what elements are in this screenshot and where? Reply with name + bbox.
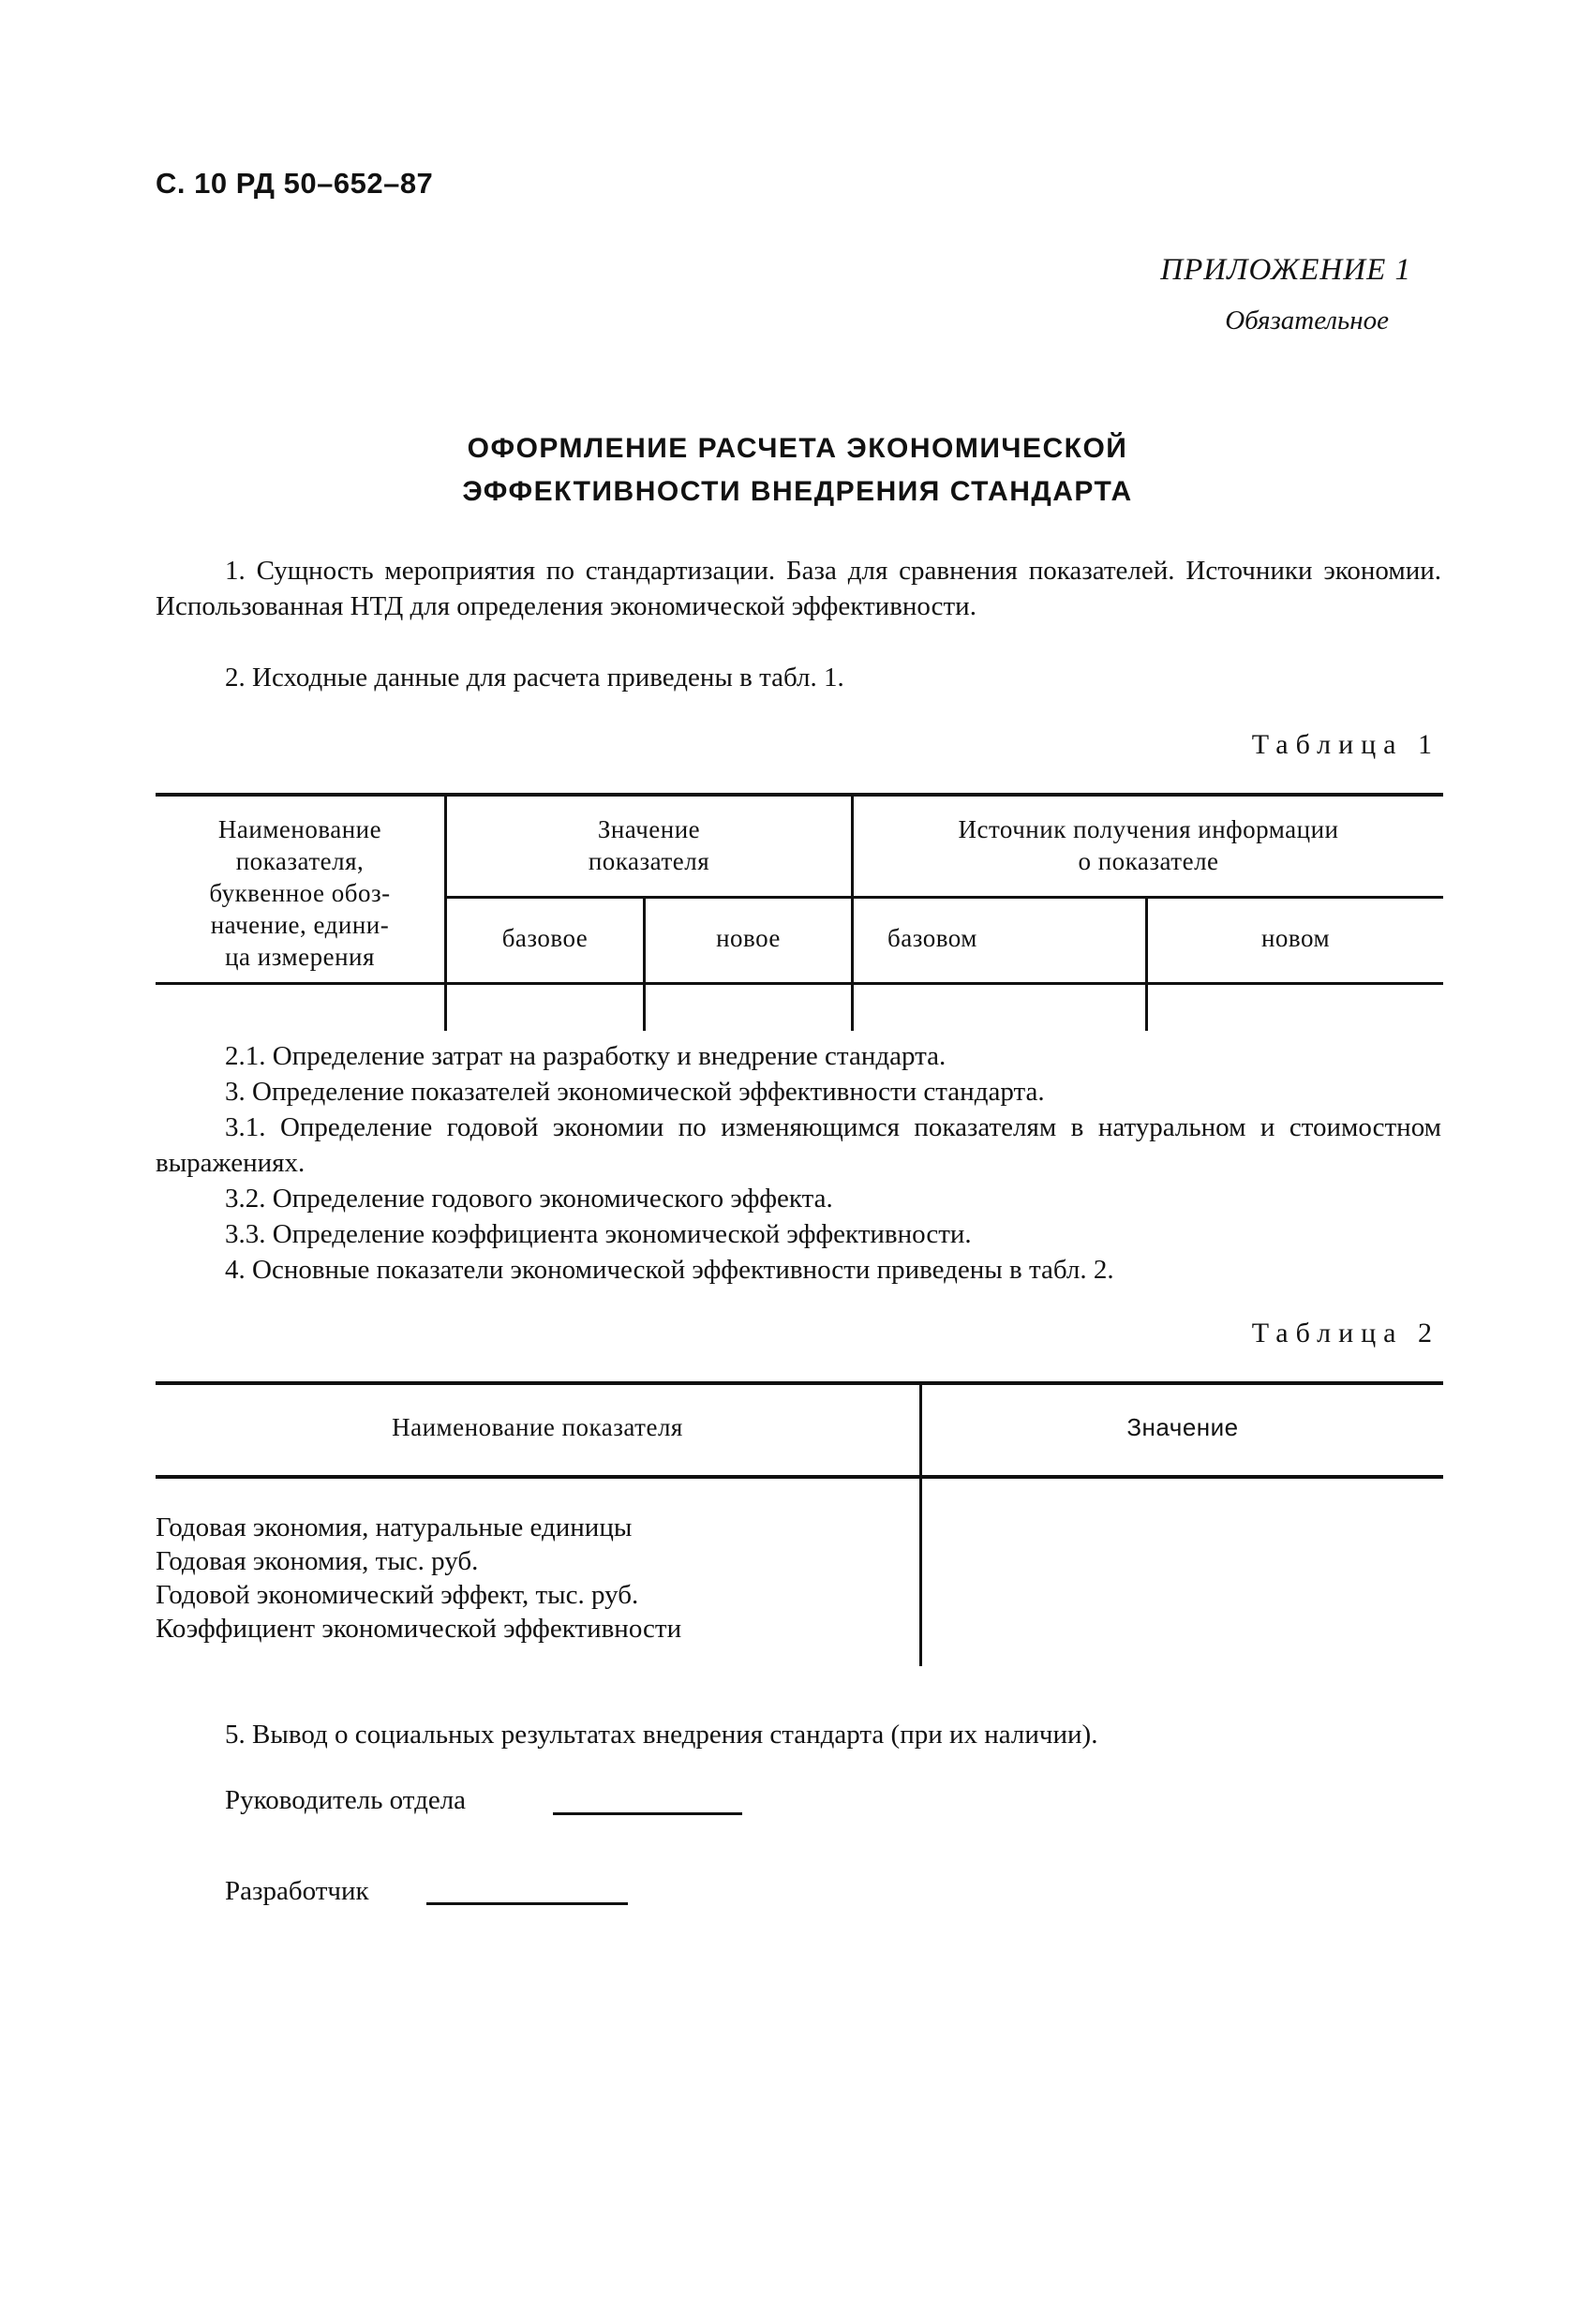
table-row: Годовая экономия, тыс. руб. bbox=[156, 1546, 479, 1576]
table-1-value-group-header: Значение показателя bbox=[588, 815, 710, 875]
table-2-header-bottom-rule bbox=[156, 1475, 1443, 1479]
table-1-source-group-header: Источник получения информации о показателе bbox=[958, 815, 1339, 875]
page-header: С. 10 РД 50–652–87 bbox=[156, 167, 434, 200]
paragraph-3: 3. Определение показателей экономической эффективности стандарта. bbox=[225, 1077, 1045, 1107]
table-2-col-value-header: Значение bbox=[1126, 1413, 1239, 1441]
paragraph-4: 4. Основные показатели экономической эффективности приведены в табл. 2. bbox=[225, 1255, 1114, 1285]
table-2-top-rule bbox=[156, 1381, 1443, 1385]
signature-head-line bbox=[553, 1812, 742, 1815]
table-row: Годовая экономия, натуральные единицы bbox=[156, 1512, 633, 1542]
table-row: Годовой экономический эффект, тыс. руб. bbox=[156, 1580, 639, 1610]
paragraph-5: 5. Вывод о социальных результатах внедрения стандарта (при их наличии). bbox=[225, 1720, 1098, 1750]
table-2-caption: Таблица 2 bbox=[1251, 1318, 1439, 1348]
table-1-col-name-header: Наименование показателя, буквенное обоз- начение, едини- ца измерения bbox=[209, 815, 391, 971]
table-1-header-bottom-rule bbox=[156, 982, 1443, 985]
signature-developer-line bbox=[426, 1902, 628, 1905]
table-row: Коэффициент экономической эффективности bbox=[156, 1614, 682, 1644]
table-2-rows bbox=[156, 1511, 917, 1646]
document-heading-line-1: ОФОРМЛЕНИЕ РАСЧЕТА ЭКОНОМИЧЕСКОЙ bbox=[467, 433, 1128, 464]
table-1-subheader-rule bbox=[447, 896, 1443, 899]
table-2-col-name-header: Наименование показателя bbox=[392, 1413, 683, 1441]
paragraph-3-3: 3.3. Определение коэффициента экономической эффективности. bbox=[225, 1219, 972, 1249]
paragraph-2-1: 2.1. Определение затрат на разработку и внедрение стандарта. bbox=[225, 1041, 947, 1071]
table-1-sub-base: базовое bbox=[501, 924, 589, 952]
signature-developer-label: Разработчик bbox=[225, 1876, 369, 1906]
paragraph-2: 2. Исходные данные для расчета приведены в табл. 1. bbox=[225, 663, 844, 693]
table-1-caption: Таблица 1 bbox=[1251, 729, 1439, 760]
table-1-top-rule bbox=[156, 793, 1443, 797]
document-heading-line-2: ЭФФЕКТИВНОСТИ ВНЕДРЕНИЯ СТАНДАРТА bbox=[462, 476, 1133, 507]
table-1-sub-base-source: базовом bbox=[887, 924, 977, 952]
paragraph-3-1: 3.1. Определение годовой экономии по изменяющимся показателям в натуральном и стоимостном выражениях. bbox=[156, 1112, 1441, 1178]
signature-head-label: Руководитель отдела bbox=[225, 1785, 467, 1815]
table-1-vline-3 bbox=[643, 899, 646, 1031]
appendix-note: Обязательное bbox=[1225, 305, 1389, 335]
table-1-sub-new-source: новом bbox=[1260, 924, 1331, 952]
table-1-vline-4 bbox=[1145, 899, 1148, 1031]
appendix-title: ПРИЛОЖЕНИЕ 1 bbox=[1160, 253, 1411, 287]
paragraph-3-2: 3.2. Определение годового экономического эффекта. bbox=[225, 1184, 833, 1214]
table-1-sub-new: новое bbox=[716, 924, 781, 952]
paragraph-1: 1. Сущность мероприятия по стандартизации. База для сравнения показателей. Источники экономии. Использованная НТД для определения экономической эффективности. bbox=[156, 556, 1441, 621]
